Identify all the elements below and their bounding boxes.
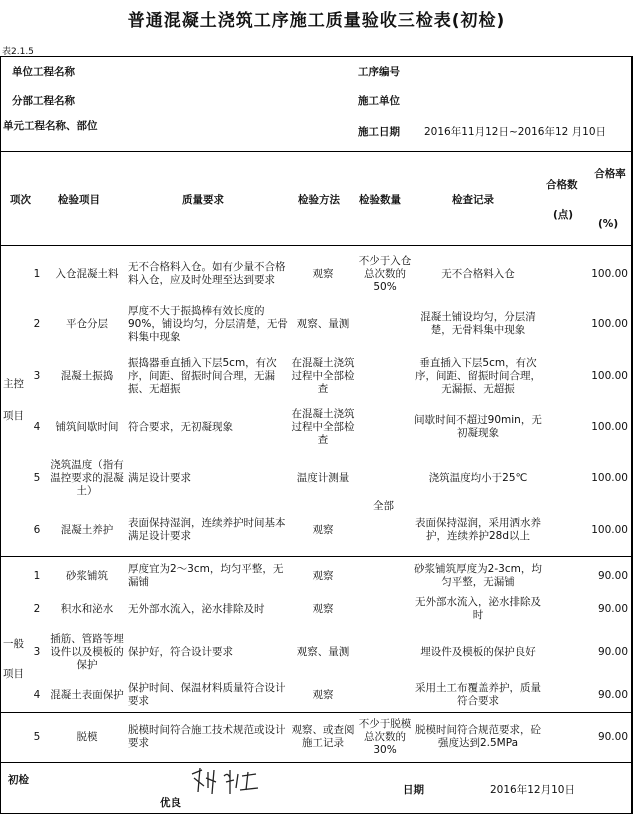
table-cell-method: 观察 — [312, 523, 334, 536]
table-cell-item: 混凝土表面保护 — [50, 688, 124, 701]
table-cell-method: 观察 — [312, 688, 334, 701]
table-border — [0, 56, 1, 813]
col-pass-rate-unit: (%) — [598, 218, 619, 230]
table-cell-record: 无外部水流入，泌水排除及时 — [415, 596, 541, 621]
general-group-label: 项目 — [3, 668, 24, 680]
table-cell-item: 混凝土养护 — [60, 523, 114, 536]
col-method: 检验方法 — [298, 194, 340, 206]
initial-check-label: 初检 — [8, 774, 29, 786]
main-group-label: 主控 — [3, 378, 24, 390]
table-cell-rate: 90.00 — [597, 645, 628, 658]
table-cell-req: 厚度宜为2～3cm，均匀平整，无漏铺 — [128, 563, 284, 588]
table-cell-no: 2 — [33, 602, 41, 615]
table-cell-rate: 100.00 — [591, 317, 628, 330]
table-cell-method: 在混凝土浇筑过程中全部检查 — [291, 356, 355, 395]
table-cell-rate: 100.00 — [591, 471, 628, 484]
table-cell-no: 1 — [33, 267, 41, 280]
construction-date-value: 2016年11月12日~2016年12 月10日 — [424, 126, 607, 138]
table-cell-method: 观察、量测 — [296, 317, 350, 330]
table-cell-method: 观察、量测 — [296, 645, 350, 658]
all-quantity: 全部 — [373, 500, 394, 512]
table-cell-rate: 100.00 — [591, 369, 628, 382]
row-divider — [0, 712, 633, 713]
constructor-label: 施工单位 — [358, 95, 400, 107]
table-cell-no: 4 — [33, 688, 41, 701]
table-cell-qty: 不少于脱模总次数的30% — [358, 717, 412, 756]
element-project-label: 单元工程名称、部位 — [3, 120, 98, 132]
date-label: 日期 — [403, 784, 424, 796]
table-cell-record: 垂直插入下层5cm，有次序，间距、留振时间合理，无漏振、无超振 — [415, 356, 541, 395]
table-cell-item: 入仓混凝土料 — [55, 267, 119, 280]
table-cell-req: 脱模时间符合施工技术规范或设计要求 — [128, 724, 286, 749]
row-divider — [0, 762, 633, 763]
table-cell-req: 厚度不大于振捣棒有效长度的90%，铺设均匀，分层清楚，无骨料集中现象 — [128, 304, 288, 343]
table-cell-no: 5 — [33, 471, 41, 484]
col-record: 检查记录 — [452, 194, 494, 206]
table-cell-method: 观察 — [312, 602, 334, 615]
table-cell-no: 6 — [33, 523, 41, 536]
unit-project-label: 单位工程名称 — [12, 66, 75, 78]
col-pass-rate: 合格率 — [594, 168, 626, 180]
table-cell-method: 观察 — [312, 267, 334, 280]
table-cell-no: 2 — [33, 317, 41, 330]
date-value: 2016年12月10日 — [490, 784, 575, 796]
table-cell-no: 1 — [33, 569, 41, 582]
table-cell-req: 保护好，符合设计要求 — [128, 645, 233, 658]
table-cell-record: 表面保持湿润，采用洒水养护，连续养护28d以上 — [415, 517, 541, 542]
table-cell-req: 满足设计要求 — [128, 471, 191, 484]
construction-date-label: 施工日期 — [358, 126, 400, 138]
table-border — [631, 56, 632, 813]
table-cell-method: 观察 — [312, 569, 334, 582]
table-cell-item: 积水和泌水 — [60, 602, 114, 615]
table-cell-item: 插筋、管路等埋设件以及模板的保护 — [50, 632, 124, 671]
table-cell-rate: 90.00 — [597, 602, 628, 615]
table-cell-record: 无不合格料入仓 — [441, 267, 515, 280]
table-cell-item: 脱模 — [76, 730, 98, 743]
table-cell-record: 采用土工布覆盖养护，质量符合要求 — [415, 682, 541, 707]
table-cell-method: 温度计测量 — [296, 471, 350, 484]
table-cell-no: 3 — [33, 369, 41, 382]
main-group-label: 项目 — [3, 410, 24, 422]
col-quality-req: 质量要求 — [182, 194, 224, 206]
table-cell-rate: 90.00 — [597, 730, 628, 743]
table-cell-no: 4 — [33, 420, 41, 433]
sub-project-label: 分部工程名称 — [12, 95, 75, 107]
page-title: 普通混凝土浇筑工序施工质量验收三检表(初检) — [127, 11, 506, 31]
process-no-label: 工序编号 — [358, 66, 400, 78]
col-pass-count-unit: (点) — [553, 209, 574, 221]
table-cell-record: 脱模时间符合规范要求，砼强度达到2.5MPa — [415, 724, 541, 749]
table-cell-no: 5 — [33, 730, 41, 743]
table-cell-record: 埋设件及模板的保护良好 — [420, 645, 536, 658]
table-cell-rate: 90.00 — [597, 569, 628, 582]
table-cell-item: 浇筑温度（指有温控要求的混凝土） — [50, 458, 124, 497]
row-divider — [0, 556, 633, 557]
table-cell-record: 间歇时间不超过90min，无初凝现象 — [414, 414, 542, 439]
table-cell-rate: 100.00 — [591, 267, 628, 280]
table-cell-record: 浇筑温度均小于25℃ — [428, 471, 528, 484]
table-cell-record: 砂浆铺筑厚度为2-3cm，均匀平整，无漏铺 — [414, 563, 542, 588]
table-cell-req: 保护时间、保温材料质量符合设计要求 — [128, 682, 286, 707]
table-cell-req: 振捣器垂直插入下层5cm，有次序，间距、留振时间合理，无漏振、无超振 — [128, 356, 277, 395]
table-cell-method: 在混凝土浇筑过程中全部检查 — [291, 407, 355, 446]
table-cell-item: 铺筑间歇时间 — [55, 420, 119, 433]
grade-value: 优良 — [160, 797, 181, 809]
signature — [186, 764, 264, 798]
table-cell-item: 砂浆铺筑 — [66, 569, 108, 582]
table-cell-item: 平仓分层 — [66, 317, 108, 330]
row-divider — [0, 245, 633, 246]
table-cell-qty: 不少于入仓总次数的50% — [358, 254, 412, 293]
col-check-item: 检验项目 — [58, 194, 100, 206]
table-cell-rate: 100.00 — [591, 420, 628, 433]
table-cell-rate: 90.00 — [597, 688, 628, 701]
col-item-no: 项次 — [10, 194, 31, 206]
table-cell-method: 观察、或查阅施工记录 — [291, 724, 355, 749]
table-cell-req: 无外部水流入，泌水排除及时 — [128, 602, 265, 615]
row-divider — [0, 151, 633, 152]
table-cell-req: 表面保持湿润，连续养护时间基本满足设计要求 — [128, 517, 286, 542]
col-quantity: 检验数量 — [359, 194, 401, 206]
table-cell-record: 混凝土铺设均匀，分层清楚，无骨料集中现象 — [420, 311, 536, 336]
table-cell-req: 符合要求，无初凝现象 — [128, 420, 233, 433]
table-cell-req: 无不合格料入仓。如有少量不合格料入仓，应及时处理至达到要求 — [128, 261, 286, 286]
table-cell-rate: 100.00 — [591, 523, 628, 536]
table-cell-no: 3 — [33, 645, 41, 658]
table-cell-item: 混凝土振捣 — [60, 369, 114, 382]
general-group-label: 一般 — [3, 638, 24, 650]
col-pass-count: 合格数 — [546, 179, 578, 191]
table-number: 表2.1.5 — [2, 47, 34, 57]
